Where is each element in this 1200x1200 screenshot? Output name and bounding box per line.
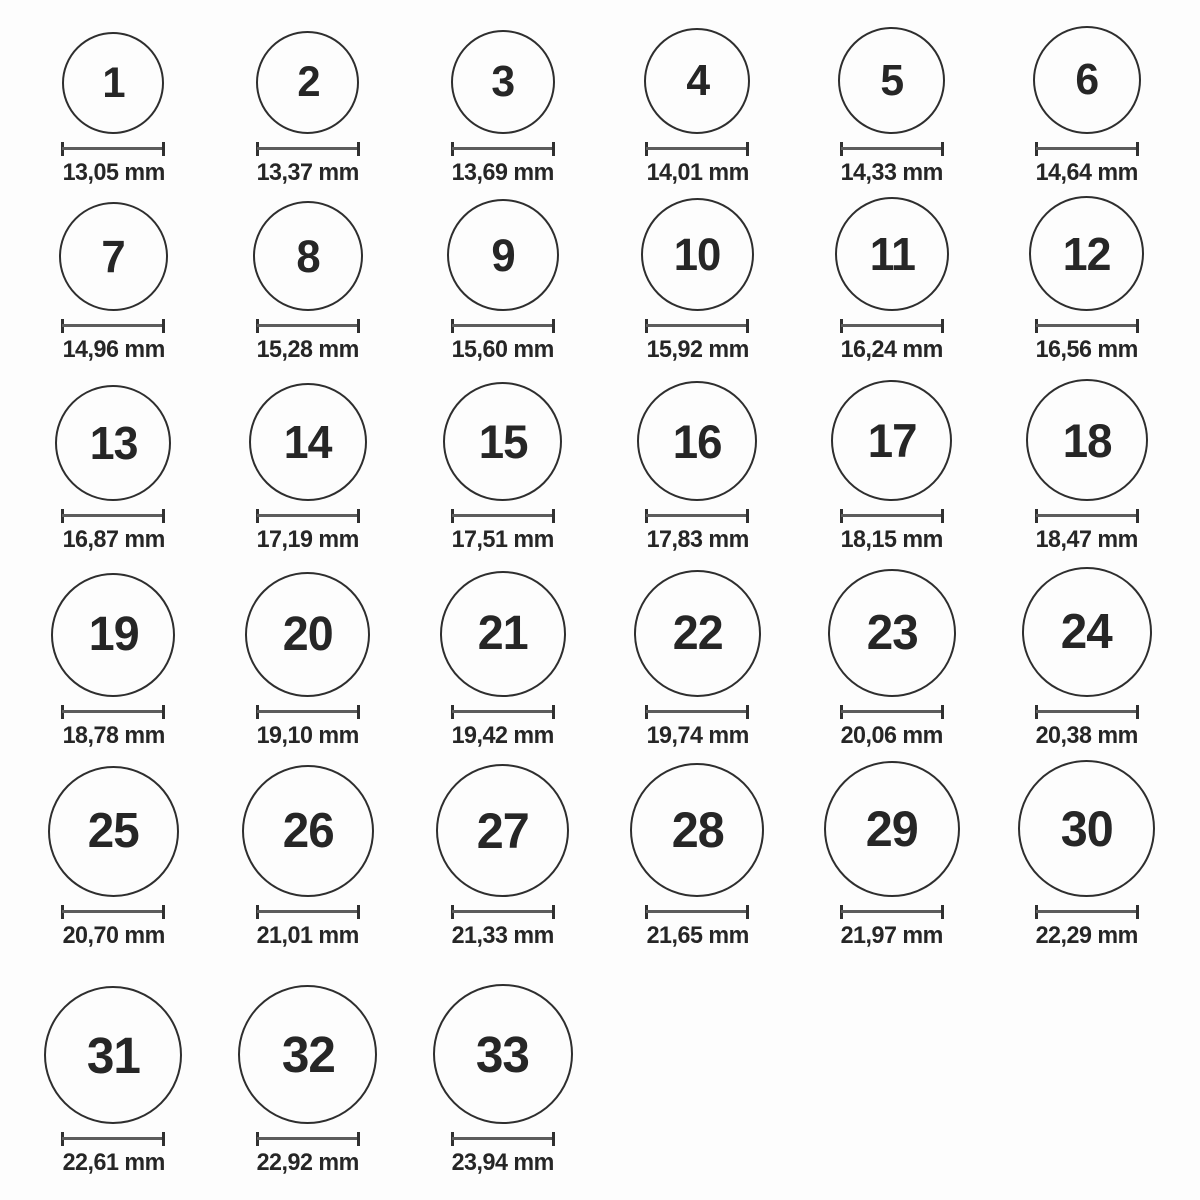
diameter-ruler bbox=[256, 319, 360, 333]
diameter-label: 14,33 mm bbox=[840, 159, 944, 186]
ruler-tick-right-icon bbox=[746, 142, 749, 156]
ring-size-cell bbox=[405, 958, 600, 1185]
ruler-tick-right-icon bbox=[552, 509, 555, 523]
ring-size-cell bbox=[211, 562, 406, 758]
ruler-tick-right-icon bbox=[941, 142, 944, 156]
size-number: 5 bbox=[880, 55, 904, 105]
ruler-tick-right-icon bbox=[552, 905, 555, 919]
diameter-label: 19,42 mm bbox=[451, 722, 554, 749]
diameter-label: 17,51 mm bbox=[451, 526, 554, 553]
diameter-ruler bbox=[840, 905, 944, 919]
ruler-bar bbox=[841, 514, 943, 517]
diameter-label: 19,74 mm bbox=[646, 722, 749, 749]
ring-size-cell bbox=[989, 758, 1184, 958]
size-number: 33 bbox=[476, 1025, 530, 1083]
diameter-ruler bbox=[61, 905, 165, 919]
ruler-bar bbox=[257, 1137, 359, 1140]
diameter-label: 17,19 mm bbox=[256, 526, 360, 553]
diameter-label: 21,01 mm bbox=[256, 922, 360, 949]
ruler-bar bbox=[257, 710, 359, 713]
ruler-tick-right-icon bbox=[162, 319, 165, 333]
size-number: 31 bbox=[86, 1026, 140, 1084]
ring-size-cell bbox=[795, 758, 990, 958]
ruler-bar bbox=[646, 147, 748, 150]
ruler-tick-right-icon bbox=[1136, 142, 1139, 156]
ruler-tick-right-icon bbox=[162, 1132, 165, 1146]
size-circle bbox=[451, 30, 555, 134]
ruler-bar bbox=[841, 147, 943, 150]
ruler-tick-right-icon bbox=[941, 705, 944, 719]
diameter-label: 13,69 mm bbox=[451, 159, 554, 186]
ring-size-cell bbox=[211, 195, 406, 372]
diameter-ruler bbox=[451, 705, 555, 719]
ruler-tick-right-icon bbox=[357, 905, 360, 919]
ring-size-cell bbox=[16, 562, 211, 758]
ring-size-cell bbox=[211, 758, 406, 958]
size-number: 26 bbox=[282, 803, 334, 858]
size-circle bbox=[238, 985, 377, 1124]
diameter-ruler bbox=[61, 1132, 165, 1146]
ruler-bar bbox=[646, 710, 748, 713]
ring-size-cell bbox=[989, 0, 1184, 195]
diameter-label: 20,70 mm bbox=[62, 922, 165, 949]
size-circle bbox=[253, 201, 363, 311]
ruler-bar bbox=[1036, 910, 1138, 913]
diameter-ruler bbox=[451, 509, 555, 523]
ruler-tick-right-icon bbox=[746, 509, 749, 523]
diameter-label: 16,87 mm bbox=[62, 526, 165, 553]
size-number: 23 bbox=[866, 605, 918, 660]
diameter-label: 18,78 mm bbox=[62, 722, 165, 749]
size-number: 25 bbox=[87, 804, 139, 858]
size-number: 19 bbox=[88, 608, 139, 661]
ruler-bar bbox=[1036, 147, 1138, 150]
diameter-ruler bbox=[256, 509, 360, 523]
ruler-tick-right-icon bbox=[552, 142, 555, 156]
size-circle bbox=[44, 986, 182, 1124]
size-number: 15 bbox=[478, 415, 528, 468]
diameter-label: 20,06 mm bbox=[840, 722, 944, 749]
diameter-label: 14,64 mm bbox=[1035, 159, 1138, 186]
size-number: 9 bbox=[491, 229, 515, 281]
diameter-ruler bbox=[256, 142, 360, 156]
size-number: 20 bbox=[283, 607, 333, 661]
ring-size-cell bbox=[600, 372, 795, 562]
ruler-bar bbox=[646, 514, 748, 517]
size-number: 3 bbox=[491, 57, 515, 106]
size-number: 12 bbox=[1062, 227, 1111, 280]
size-circle bbox=[1033, 26, 1141, 134]
diameter-ruler bbox=[645, 142, 749, 156]
diameter-ruler bbox=[645, 905, 749, 919]
size-number: 32 bbox=[281, 1026, 335, 1083]
diameter-ruler bbox=[645, 509, 749, 523]
ruler-tick-right-icon bbox=[1136, 319, 1139, 333]
diameter-label: 18,47 mm bbox=[1035, 526, 1138, 553]
size-number: 30 bbox=[1060, 800, 1113, 857]
size-number: 17 bbox=[867, 414, 917, 467]
ruler-bar bbox=[257, 147, 359, 150]
size-number: 13 bbox=[89, 417, 138, 469]
size-circle bbox=[828, 569, 956, 697]
diameter-ruler bbox=[1035, 319, 1139, 333]
diameter-ruler bbox=[1035, 905, 1139, 919]
size-number: 24 bbox=[1061, 604, 1113, 659]
size-circle bbox=[436, 764, 569, 897]
ring-size-cell bbox=[405, 195, 600, 372]
diameter-ruler bbox=[451, 905, 555, 919]
ruler-tick-right-icon bbox=[941, 509, 944, 523]
ruler-bar bbox=[452, 710, 554, 713]
diameter-ruler bbox=[1035, 705, 1139, 719]
diameter-label: 21,97 mm bbox=[840, 922, 944, 949]
diameter-label: 20,38 mm bbox=[1035, 722, 1138, 749]
diameter-ruler bbox=[840, 509, 944, 523]
ruler-tick-right-icon bbox=[357, 509, 360, 523]
size-number: 2 bbox=[296, 58, 320, 106]
size-circle bbox=[838, 27, 945, 134]
ruler-bar bbox=[646, 910, 748, 913]
diameter-ruler bbox=[840, 142, 944, 156]
size-circle bbox=[249, 383, 367, 501]
diameter-label: 23,94 mm bbox=[451, 1149, 554, 1176]
size-circle bbox=[1022, 567, 1152, 697]
ring-size-cell bbox=[405, 0, 600, 195]
ruler-bar bbox=[257, 514, 359, 517]
ruler-tick-right-icon bbox=[1136, 509, 1139, 523]
ruler-bar bbox=[62, 710, 164, 713]
diameter-label: 15,60 mm bbox=[451, 336, 554, 363]
diameter-ruler bbox=[840, 319, 944, 333]
ruler-tick-right-icon bbox=[1136, 705, 1139, 719]
ring-size-cell bbox=[16, 0, 211, 195]
size-circle bbox=[824, 761, 960, 897]
diameter-label: 13,05 mm bbox=[62, 159, 165, 186]
ring-size-cell bbox=[795, 562, 990, 758]
ring-size-cell bbox=[405, 372, 600, 562]
size-circle bbox=[447, 199, 559, 311]
size-circle bbox=[48, 766, 179, 897]
ruler-tick-right-icon bbox=[357, 1132, 360, 1146]
ruler-tick-right-icon bbox=[162, 705, 165, 719]
ruler-tick-right-icon bbox=[162, 142, 165, 156]
diameter-label: 21,33 mm bbox=[451, 922, 554, 949]
ruler-bar bbox=[1036, 710, 1138, 713]
ruler-bar bbox=[257, 324, 359, 327]
size-circle bbox=[433, 984, 573, 1124]
size-number: 8 bbox=[296, 230, 320, 282]
size-circle bbox=[242, 765, 374, 897]
ring-size-cell bbox=[795, 195, 990, 372]
ring-size-cell bbox=[600, 562, 795, 758]
size-circle bbox=[1029, 196, 1144, 311]
diameter-label: 22,92 mm bbox=[256, 1149, 360, 1176]
size-number: 11 bbox=[869, 228, 915, 280]
diameter-ruler bbox=[451, 1132, 555, 1146]
diameter-label: 21,65 mm bbox=[646, 922, 749, 949]
diameter-ruler bbox=[256, 905, 360, 919]
ring-size-cell bbox=[989, 195, 1184, 372]
diameter-label: 16,24 mm bbox=[840, 336, 944, 363]
diameter-ruler bbox=[256, 705, 360, 719]
diameter-ruler bbox=[840, 705, 944, 719]
ruler-bar bbox=[257, 910, 359, 913]
diameter-ruler bbox=[256, 1132, 360, 1146]
ruler-bar bbox=[452, 324, 554, 327]
ruler-tick-right-icon bbox=[941, 905, 944, 919]
ruler-bar bbox=[841, 324, 943, 327]
ring-size-cell bbox=[211, 0, 406, 195]
ring-size-cell bbox=[405, 562, 600, 758]
ruler-tick-right-icon bbox=[357, 705, 360, 719]
ruler-bar bbox=[62, 1137, 164, 1140]
ring-size-cell bbox=[989, 372, 1184, 562]
ruler-tick-right-icon bbox=[552, 705, 555, 719]
ruler-bar bbox=[62, 324, 164, 327]
diameter-ruler bbox=[451, 319, 555, 333]
ruler-tick-right-icon bbox=[746, 319, 749, 333]
diameter-ruler bbox=[61, 319, 165, 333]
size-circle bbox=[835, 197, 949, 311]
size-circle bbox=[634, 570, 761, 697]
diameter-label: 14,96 mm bbox=[62, 336, 165, 363]
ring-size-cell bbox=[989, 562, 1184, 758]
ring-size-cell bbox=[16, 958, 211, 1185]
size-number: 4 bbox=[685, 56, 709, 105]
ring-size-cell bbox=[600, 0, 795, 195]
size-number: 29 bbox=[865, 801, 918, 857]
size-number: 14 bbox=[284, 416, 332, 468]
ring-size-cell bbox=[16, 758, 211, 958]
size-number: 22 bbox=[672, 606, 723, 660]
size-circle bbox=[641, 198, 754, 311]
ring-size-cell bbox=[600, 195, 795, 372]
ruler-tick-right-icon bbox=[1136, 905, 1139, 919]
diameter-label: 15,28 mm bbox=[256, 336, 360, 363]
size-circle bbox=[443, 382, 562, 501]
size-circle bbox=[1026, 379, 1148, 501]
diameter-label: 22,61 mm bbox=[62, 1149, 165, 1176]
ring-size-cell bbox=[795, 372, 990, 562]
ruler-bar bbox=[646, 324, 748, 327]
size-circle bbox=[831, 380, 952, 501]
size-number: 28 bbox=[671, 802, 724, 858]
size-circle bbox=[630, 763, 764, 897]
ruler-tick-right-icon bbox=[746, 905, 749, 919]
size-number: 27 bbox=[476, 802, 529, 859]
ruler-tick-right-icon bbox=[552, 1132, 555, 1146]
diameter-ruler bbox=[645, 319, 749, 333]
size-circle bbox=[55, 385, 171, 501]
diameter-label: 16,56 mm bbox=[1035, 336, 1138, 363]
diameter-ruler bbox=[1035, 142, 1139, 156]
ruler-bar bbox=[841, 910, 943, 913]
diameter-label: 14,01 mm bbox=[646, 159, 749, 186]
diameter-ruler bbox=[61, 509, 165, 523]
ring-size-cell bbox=[211, 958, 406, 1185]
size-circle bbox=[62, 32, 164, 134]
diameter-label: 13,37 mm bbox=[256, 159, 360, 186]
size-number: 7 bbox=[101, 231, 125, 282]
size-circle bbox=[256, 31, 359, 134]
ruler-bar bbox=[62, 910, 164, 913]
ruler-tick-right-icon bbox=[162, 509, 165, 523]
ruler-tick-right-icon bbox=[746, 705, 749, 719]
ruler-tick-right-icon bbox=[357, 319, 360, 333]
ruler-tick-right-icon bbox=[162, 905, 165, 919]
ruler-bar bbox=[62, 147, 164, 150]
size-number: 16 bbox=[672, 414, 722, 468]
ring-size-cell bbox=[211, 372, 406, 562]
size-circle bbox=[245, 572, 370, 697]
size-circle bbox=[440, 571, 566, 697]
size-number: 18 bbox=[1062, 413, 1112, 467]
size-number: 6 bbox=[1075, 55, 1099, 104]
diameter-label: 18,15 mm bbox=[840, 526, 944, 553]
size-circle bbox=[637, 381, 757, 501]
ruler-tick-right-icon bbox=[357, 142, 360, 156]
ring-size-cell bbox=[405, 758, 600, 958]
size-number: 21 bbox=[477, 607, 528, 660]
ruler-bar bbox=[62, 514, 164, 517]
size-number: 1 bbox=[102, 58, 125, 107]
ring-size-cell bbox=[16, 195, 211, 372]
diameter-ruler bbox=[1035, 509, 1139, 523]
ruler-bar bbox=[452, 910, 554, 913]
diameter-label: 22,29 mm bbox=[1035, 922, 1138, 949]
ring-size-cell bbox=[16, 372, 211, 562]
ring-size-cell bbox=[600, 758, 795, 958]
diameter-label: 15,92 mm bbox=[646, 336, 749, 363]
ruler-bar bbox=[452, 1137, 554, 1140]
diameter-ruler bbox=[645, 705, 749, 719]
size-circle bbox=[644, 28, 750, 134]
ring-size-cell bbox=[795, 0, 990, 195]
ruler-bar bbox=[1036, 324, 1138, 327]
diameter-label: 19,10 mm bbox=[256, 722, 360, 749]
diameter-ruler bbox=[61, 705, 165, 719]
size-circle bbox=[59, 202, 168, 311]
ruler-bar bbox=[841, 710, 943, 713]
ruler-bar bbox=[452, 147, 554, 150]
size-circle bbox=[51, 573, 175, 697]
diameter-ruler bbox=[451, 142, 555, 156]
size-number: 10 bbox=[674, 229, 721, 280]
size-circle bbox=[1018, 760, 1155, 897]
diameter-label: 17,83 mm bbox=[646, 526, 749, 553]
ruler-bar bbox=[1036, 514, 1138, 517]
diameter-ruler bbox=[61, 142, 165, 156]
ruler-tick-right-icon bbox=[552, 319, 555, 333]
ruler-bar bbox=[452, 514, 554, 517]
ruler-tick-right-icon bbox=[941, 319, 944, 333]
